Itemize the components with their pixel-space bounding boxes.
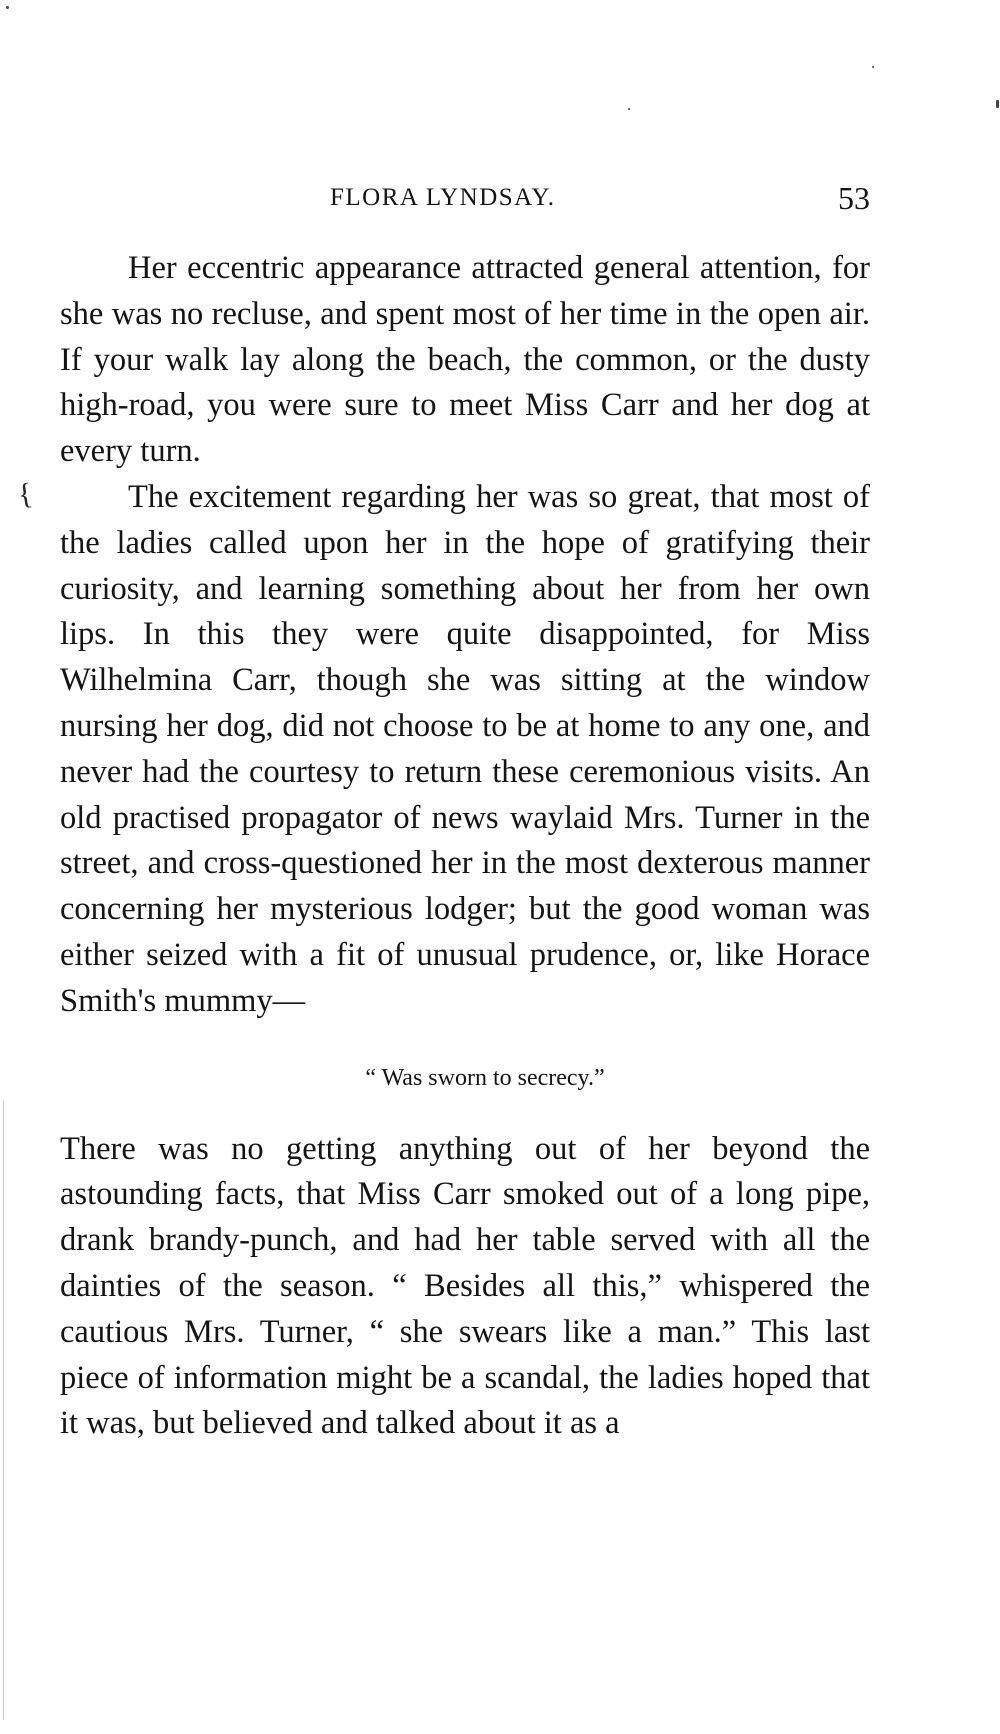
scan-speck: [996, 100, 999, 108]
body-text: [60, 246, 870, 1447]
quotation: “ Was sworn to secrecy.”: [365, 1064, 605, 1091]
margin-pencil-mark: {: [15, 477, 35, 512]
page-number: 53: [838, 180, 870, 216]
scan-speck: [628, 108, 630, 110]
scan-speck: [872, 66, 874, 68]
paragraph: The excitement regarding her was so great, that most of the ladies called upon her in the hope of gratifying their curiosity, and learning something about her from her own lips. In this they were quite disappointed, for Miss Wilhelmina Carr, though she was sitting at the window nursing her dog, did not choose to be at home to any one, and never had the courtesy to return these ceremonious visits. An old practised propagator of news waylaid Mrs. Turner in the street, and cross-questioned her in the most dexterous manner concerning her mysterious lodger; but the good woman was either seized with a fit of unusual prudence, or, like Horace Smith's mummy—: [60, 478, 870, 1019]
running-title: FLORA LYNDSAY.: [330, 184, 556, 211]
scan-edge-line: [3, 1100, 4, 1720]
paragraph: Her eccentric appearance attracted general attention, for she was no recluse, and spent most of her time in the open air. If your walk lay along the beach, the common, or the dusty high-road, you were sure to meet Miss Carr and her dog at every turn.: [60, 250, 870, 470]
running-header: [60, 180, 870, 220]
scan-speck: [6, 6, 9, 9]
paragraph-continuation: There was no getting anything out of her beyond the astounding facts, that Miss Carr smoked out of a long pipe, drank brandy-punch, and had her table served with all the dainties of the season. “ Besides all this,” whispered the cautious Mrs. Turner, “ she swears like a man.” This last piece of information might be a scandal, the ladies hoped that it was, but believed and talked about it as a: [60, 1130, 870, 1442]
